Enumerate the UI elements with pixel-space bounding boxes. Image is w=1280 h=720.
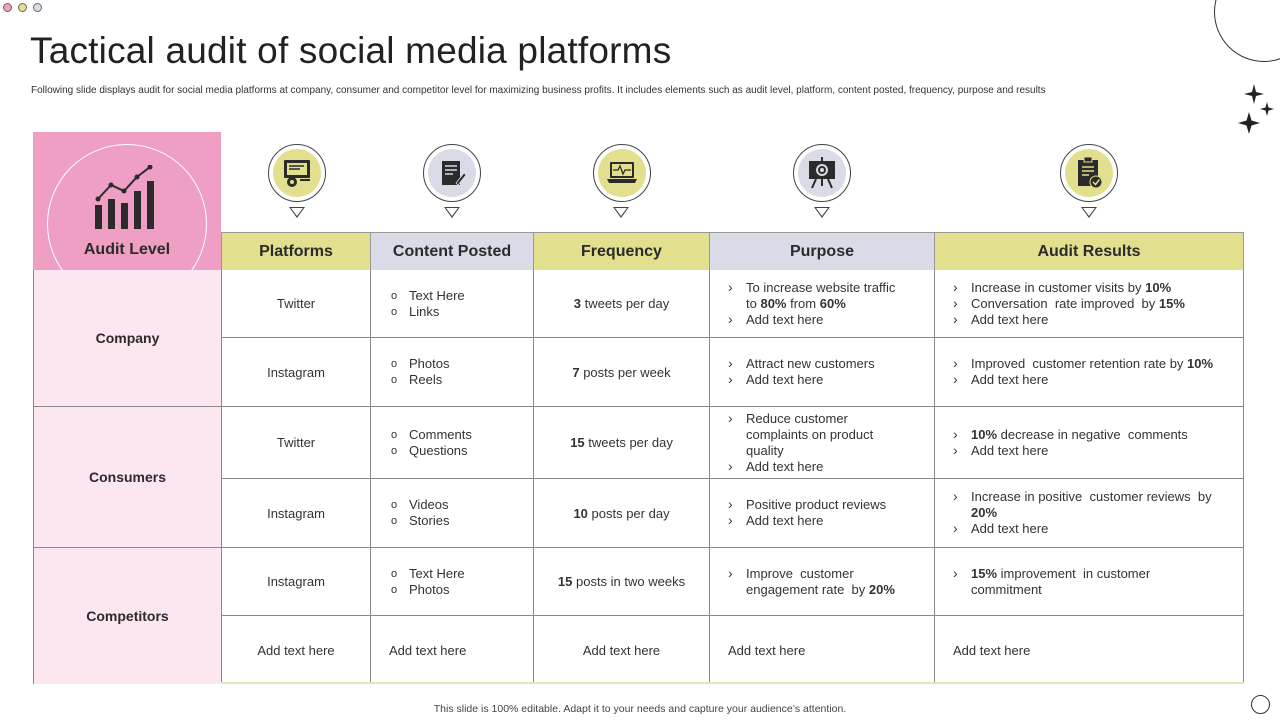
platform-cell: Instagram — [222, 548, 371, 615]
content-cell — [371, 407, 534, 478]
platform-cell: Instagram — [222, 479, 371, 547]
frequency-unit: tweets per day — [581, 296, 670, 311]
purpose-item — [728, 497, 908, 513]
purpose-item-text: Add text here — [746, 372, 824, 387]
results-cell — [935, 548, 1244, 615]
purpose-item-text: 20% — [868, 581, 895, 597]
frequency-unit: posts per week — [579, 364, 671, 380]
purpose-item-text: from — [786, 295, 820, 311]
content-badge — [423, 144, 481, 202]
results-cell — [935, 338, 1244, 406]
purpose-badge — [793, 144, 851, 202]
presentation-target-icon — [806, 156, 838, 190]
frequency-unit: posts in two weeks — [572, 574, 686, 589]
result-item-text: Add text here — [971, 442, 1049, 458]
purpose-item-text: Reduce customer complaints on product quality — [746, 410, 877, 458]
purpose-item-text: Improve customer engagement rate by — [746, 565, 869, 597]
frequency-count: 7 — [572, 364, 580, 380]
page-subtitle: Following slide displays audit for social media platforms at company, consumer and competitor level for maximizing business profits. It includes elements such as audit level, platform, content posted, frequency, purpose and results — [31, 85, 1046, 96]
content-item: o Links — [391, 304, 465, 320]
frequency-cell — [534, 548, 710, 615]
platforms-badge — [268, 144, 326, 202]
purpose-item — [728, 312, 908, 328]
frequency-cell — [534, 338, 710, 406]
purpose-item-text: Add text here — [746, 311, 824, 327]
header-content-posted: Content Posted — [371, 232, 534, 270]
purpose-item-text: Add text here — [746, 458, 824, 474]
purpose-item-text: Add text here — [746, 513, 824, 528]
grey-dot — [33, 3, 42, 12]
monitor-gear-icon — [280, 156, 314, 190]
content-item: o Text Here — [391, 566, 465, 582]
result-item — [953, 356, 1218, 372]
content-item: o Photos — [391, 356, 449, 372]
content-item: o Comments — [391, 427, 472, 443]
level-company: Company — [34, 270, 222, 407]
frequency-cell — [534, 407, 710, 478]
level-competitors: Competitors — [34, 548, 222, 684]
window-dots — [3, 3, 42, 12]
purpose-item — [728, 356, 908, 372]
frequency-unit: posts per day — [587, 505, 670, 521]
purpose-item — [728, 513, 908, 529]
result-item-text: Add text here — [971, 521, 1049, 536]
result-item-text: 10% — [971, 426, 998, 442]
content-item: o Videos — [391, 497, 449, 513]
laptop-pulse-icon — [605, 158, 639, 188]
purpose-cell — [710, 407, 935, 478]
frequency-count: 10 — [573, 505, 588, 521]
clipboard-check-icon — [1074, 156, 1104, 190]
content-cell — [371, 479, 534, 547]
result-item-text: 15% — [971, 565, 998, 581]
platform-cell: Twitter — [222, 270, 371, 337]
result-item-text: Conversation rate improved by — [971, 295, 1159, 311]
table-row — [222, 616, 1244, 684]
decorative-small-circle — [1251, 695, 1270, 714]
frequency-count: 15 — [557, 574, 573, 589]
platforms-pointer — [289, 207, 305, 218]
purpose-item — [728, 280, 908, 312]
result-item — [953, 443, 1218, 459]
results-cell — [935, 479, 1244, 547]
header-audit-results: Audit Results — [935, 232, 1244, 270]
result-item-text: Increase in positive customer reviews by — [971, 489, 1216, 504]
results-cell: Add text here — [953, 642, 1031, 658]
content-pointer — [444, 207, 460, 218]
result-item-text: Add text here — [971, 311, 1049, 327]
content-item: o Questions — [391, 443, 472, 459]
results-cell — [935, 407, 1244, 478]
purpose-pointer — [814, 207, 830, 218]
page-title: Tactical audit of social media platforms — [30, 30, 672, 71]
purpose-cell — [710, 270, 935, 337]
result-item-text: 20% — [971, 505, 998, 520]
purpose-cell: Add text here — [710, 616, 935, 684]
content-cell — [371, 338, 534, 406]
header-frequency: Frequency — [534, 232, 710, 270]
audit-level-header — [33, 132, 221, 270]
table-row — [222, 270, 1244, 338]
content-item: o Reels — [391, 372, 449, 388]
document-edit-icon — [436, 157, 468, 189]
purpose-item-text: Attract new customers — [746, 356, 875, 371]
decorative-circle — [1214, 0, 1280, 62]
result-item — [953, 280, 1218, 296]
purpose-item — [728, 372, 908, 388]
pink-dot — [3, 3, 12, 12]
result-item-text: 15% — [1158, 295, 1185, 311]
frequency-pointer — [613, 207, 629, 218]
footer-note: This slide is 100% editable. Adapt it to your needs and capture your audience’s attention. — [433, 703, 847, 715]
purpose-cell — [710, 338, 935, 406]
platform-cell: Instagram — [222, 338, 371, 406]
growth-chart-icon — [91, 165, 163, 231]
content-cell — [371, 270, 534, 337]
platform-cell: Twitter — [222, 407, 371, 478]
platform-cell: Add text here — [222, 616, 371, 684]
table-row — [222, 479, 1244, 548]
result-item — [953, 566, 1218, 598]
table-row — [222, 338, 1244, 407]
content-cell — [371, 548, 534, 615]
content-item: o Text Here — [391, 288, 465, 304]
purpose-cell — [710, 548, 935, 615]
results-badge — [1060, 144, 1118, 202]
table-row — [222, 407, 1244, 479]
result-item — [953, 427, 1218, 443]
frequency-count: 15 — [570, 435, 585, 450]
result-item-text: decrease in negative comments — [997, 426, 1188, 442]
purpose-item — [728, 459, 908, 475]
purpose-item — [728, 411, 908, 459]
results-cell — [935, 270, 1244, 337]
sparkle-stars-icon — [1232, 82, 1278, 140]
yellow-dot — [18, 3, 27, 12]
result-item-text: 10% — [1187, 356, 1214, 371]
table-row — [222, 548, 1244, 616]
purpose-item-text: To increase website traffic to — [746, 279, 899, 311]
result-item — [953, 521, 1218, 537]
result-item-text: 10% — [1145, 279, 1172, 295]
content-item: o Stories — [391, 513, 449, 529]
audit-level-label: Audit Level — [83, 241, 171, 258]
header-platforms: Platforms — [221, 232, 371, 270]
result-item — [953, 296, 1218, 312]
frequency-cell — [534, 479, 710, 547]
result-item — [953, 489, 1218, 521]
purpose-item-text: 80% — [760, 295, 787, 311]
result-item-text: Increase in customer visits by — [971, 279, 1146, 295]
frequency-badge — [593, 144, 651, 202]
result-item-text: improvement in customer commitment — [971, 565, 1154, 597]
frequency-unit: tweets per day — [584, 435, 673, 450]
header-purpose: Purpose — [710, 232, 935, 270]
result-item-text: Add text here — [971, 372, 1049, 387]
result-item — [953, 312, 1218, 328]
purpose-item-text: Positive product reviews — [746, 497, 887, 512]
purpose-item-text: 60% — [819, 295, 846, 311]
content-cell: Add text here — [371, 616, 534, 684]
frequency-cell: Add text here — [534, 616, 710, 684]
frequency-count: 3 — [573, 296, 582, 311]
table-bottom-accent — [221, 682, 1244, 684]
audit-table — [33, 270, 1244, 684]
content-item: o Photos — [391, 582, 465, 598]
level-consumers: Consumers — [34, 407, 222, 548]
purpose-item — [728, 566, 908, 598]
results-pointer — [1081, 207, 1097, 218]
result-item — [953, 372, 1218, 388]
purpose-cell — [710, 479, 935, 547]
frequency-cell — [534, 270, 710, 337]
result-item-text: Improved customer retention rate by — [971, 356, 1188, 371]
